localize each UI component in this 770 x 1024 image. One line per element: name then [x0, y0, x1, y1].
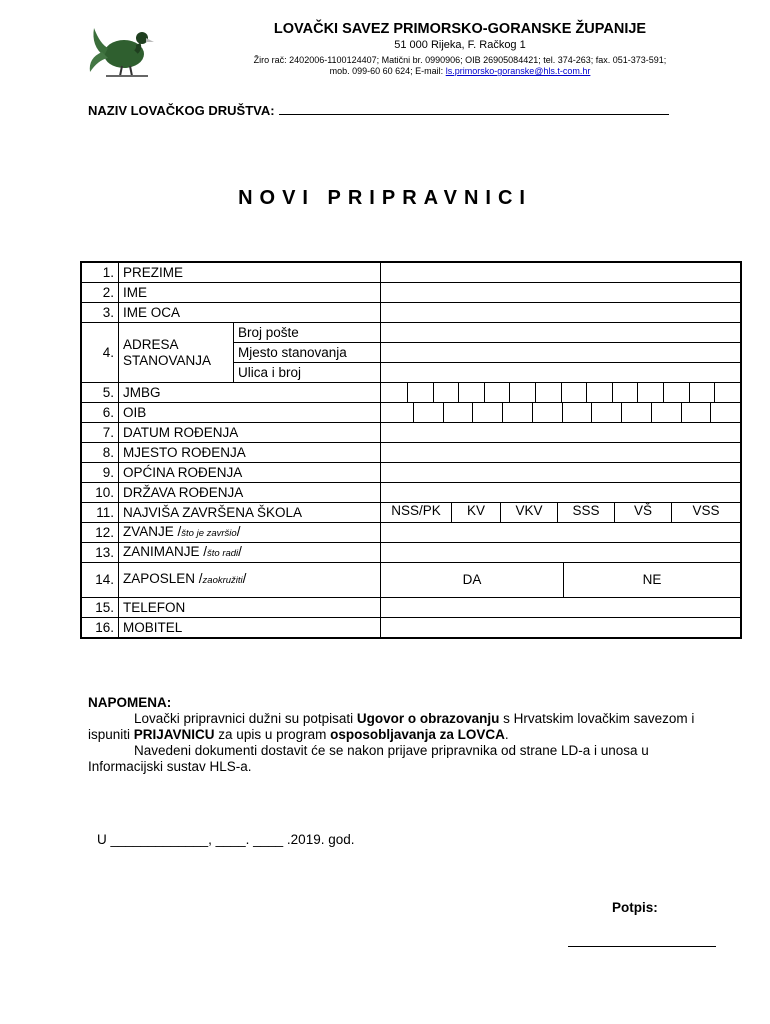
- input-cell[interactable]: [381, 343, 742, 363]
- table-row: [81, 543, 741, 563]
- row-number: 15.: [81, 598, 119, 618]
- row-label: JMBG: [119, 383, 381, 403]
- option-kv[interactable]: KV: [451, 503, 500, 522]
- registration-form-table: [80, 261, 742, 639]
- table-row: [81, 483, 741, 503]
- oib-digit-boxes[interactable]: [381, 403, 742, 423]
- table-row: [81, 523, 741, 543]
- org-info-line2: [160, 66, 760, 77]
- row-label: PREZIME: [119, 262, 381, 283]
- org-info-prefix: mob. 099-60 60 624; E-mail:: [329, 66, 444, 76]
- input-cell[interactable]: [381, 483, 742, 503]
- row-label: ADRESA STANOVANJA: [119, 323, 234, 383]
- table-row: [81, 618, 741, 639]
- org-name: LOVAČKI SAVEZ PRIMORSKO-GORANSKE ŽUPANIJE: [273, 21, 647, 37]
- row-number: 14.: [81, 563, 119, 598]
- row-label: MJESTO ROĐENJA: [119, 443, 381, 463]
- option-sss[interactable]: SSS: [557, 503, 614, 522]
- row-number: 3.: [81, 303, 119, 323]
- option-da[interactable]: DA: [462, 572, 482, 587]
- row-number: 1.: [81, 262, 119, 283]
- input-cell[interactable]: [381, 283, 742, 303]
- table-row: [81, 283, 741, 303]
- society-fill-line[interactable]: [279, 104, 669, 115]
- capercaillie-logo: [86, 16, 156, 78]
- table-row: [81, 563, 741, 598]
- table-row: [81, 403, 741, 423]
- row-label: ZAPOSLEN /zaokružiti/: [119, 563, 381, 598]
- table-row: [81, 463, 741, 483]
- table-row: [81, 443, 741, 463]
- row-label: DATUM ROĐENJA: [119, 423, 381, 443]
- row-number: 12.: [81, 523, 119, 543]
- row-number: 4.: [81, 323, 119, 383]
- row-hint: zaokružiti: [202, 575, 243, 586]
- table-row: [81, 598, 741, 618]
- row-number: 16.: [81, 618, 119, 639]
- row-label: DRŽAVA ROĐENJA: [119, 483, 381, 503]
- row-label: OIB: [119, 403, 381, 423]
- input-cell[interactable]: [381, 618, 742, 639]
- option-vkv[interactable]: VKV: [500, 503, 557, 522]
- row-number: 2.: [81, 283, 119, 303]
- note-paragraph-2: Navedeni dokumenti dostavit će se nakon prijave pripravnika od strane LD-a i unosa u Informacijski sustav HLS-a.: [88, 743, 649, 774]
- email-link[interactable]: ls.primorsko-goranske@hls.t-com.hr: [445, 66, 591, 76]
- org-contact-info: [160, 55, 760, 77]
- input-cell[interactable]: [381, 598, 742, 618]
- row-hint: što radi: [207, 547, 239, 559]
- jmbg-digit-boxes[interactable]: [381, 383, 742, 403]
- input-cell[interactable]: [381, 303, 742, 323]
- input-cell[interactable]: [381, 463, 742, 483]
- employed-options: [381, 563, 742, 598]
- society-name-field[interactable]: [88, 103, 669, 118]
- table-row: [81, 262, 741, 283]
- signature-line[interactable]: [568, 946, 716, 947]
- row-number: 10.: [81, 483, 119, 503]
- option-nss-pk[interactable]: NSS/PK: [391, 503, 441, 518]
- table-row: [81, 303, 741, 323]
- row-label: MOBITEL: [119, 618, 381, 639]
- row-label: IME: [119, 283, 381, 303]
- row-number: 8.: [81, 443, 119, 463]
- input-cell[interactable]: [381, 323, 742, 343]
- option-vss[interactable]: VSS: [671, 503, 740, 522]
- row-label: NAJVIŠA ZAVRŠENA ŠKOLA: [119, 503, 381, 523]
- row-label: TELEFON: [119, 598, 381, 618]
- school-options: [381, 503, 742, 523]
- org-address: 51 000 Rijeka, F. Račkog 1: [394, 39, 526, 51]
- input-cell[interactable]: [381, 423, 742, 443]
- option-vs[interactable]: VŠ: [614, 503, 671, 522]
- table-row: [81, 423, 741, 443]
- input-cell[interactable]: [381, 262, 742, 283]
- table-row: [81, 383, 741, 403]
- note-section: [88, 695, 718, 775]
- row-label: OPĆINA ROĐENJA: [119, 463, 381, 483]
- sub-label: Broj pošte: [234, 323, 381, 343]
- row-number: 9.: [81, 463, 119, 483]
- input-cell[interactable]: [381, 543, 742, 563]
- society-label: NAZIV LOVAČKOG DRUŠTVA:: [88, 103, 275, 118]
- row-label: ZVANJE /što je završio/: [119, 523, 381, 543]
- row-number: 13.: [81, 543, 119, 563]
- note-paragraph-1: Lovački pripravnici dužni su potpisati Ugovor o obrazovanju s Hrvatskim lovačkim savezom i ispuniti PRIJAVNICU za upis u program osposobljavanja za LOVCA.: [88, 711, 695, 742]
- place-date-line[interactable]: U _____________, ____. ____ .2019. god.: [97, 832, 355, 847]
- row-number: 5.: [81, 383, 119, 403]
- row-number: 6.: [81, 403, 119, 423]
- note-heading: NAPOMENA:: [88, 695, 172, 710]
- table-row: [81, 323, 741, 343]
- input-cell[interactable]: [381, 443, 742, 463]
- page-title: NOVI PRIPRAVNICI: [238, 187, 532, 209]
- input-cell[interactable]: [381, 363, 742, 383]
- sub-label: Mjesto stanovanja: [234, 343, 381, 363]
- org-info-line1: Žiro rač: 2402006-1100124407; Matični br. 0990906; OIB 26905084421; tel. 374-263; fax. 051-373-591;: [253, 55, 667, 65]
- signature-label: Potpis:: [612, 900, 658, 915]
- row-number: 7.: [81, 423, 119, 443]
- input-cell[interactable]: [381, 523, 742, 543]
- table-row: [81, 503, 741, 523]
- row-label: IME OCA: [119, 303, 381, 323]
- row-hint: što je završio: [181, 527, 237, 539]
- sub-label: Ulica i broj: [234, 363, 381, 383]
- option-ne[interactable]: NE: [563, 563, 740, 597]
- row-label: ZANIMANJE /što radi/: [119, 543, 381, 563]
- row-number: 11.: [81, 503, 119, 523]
